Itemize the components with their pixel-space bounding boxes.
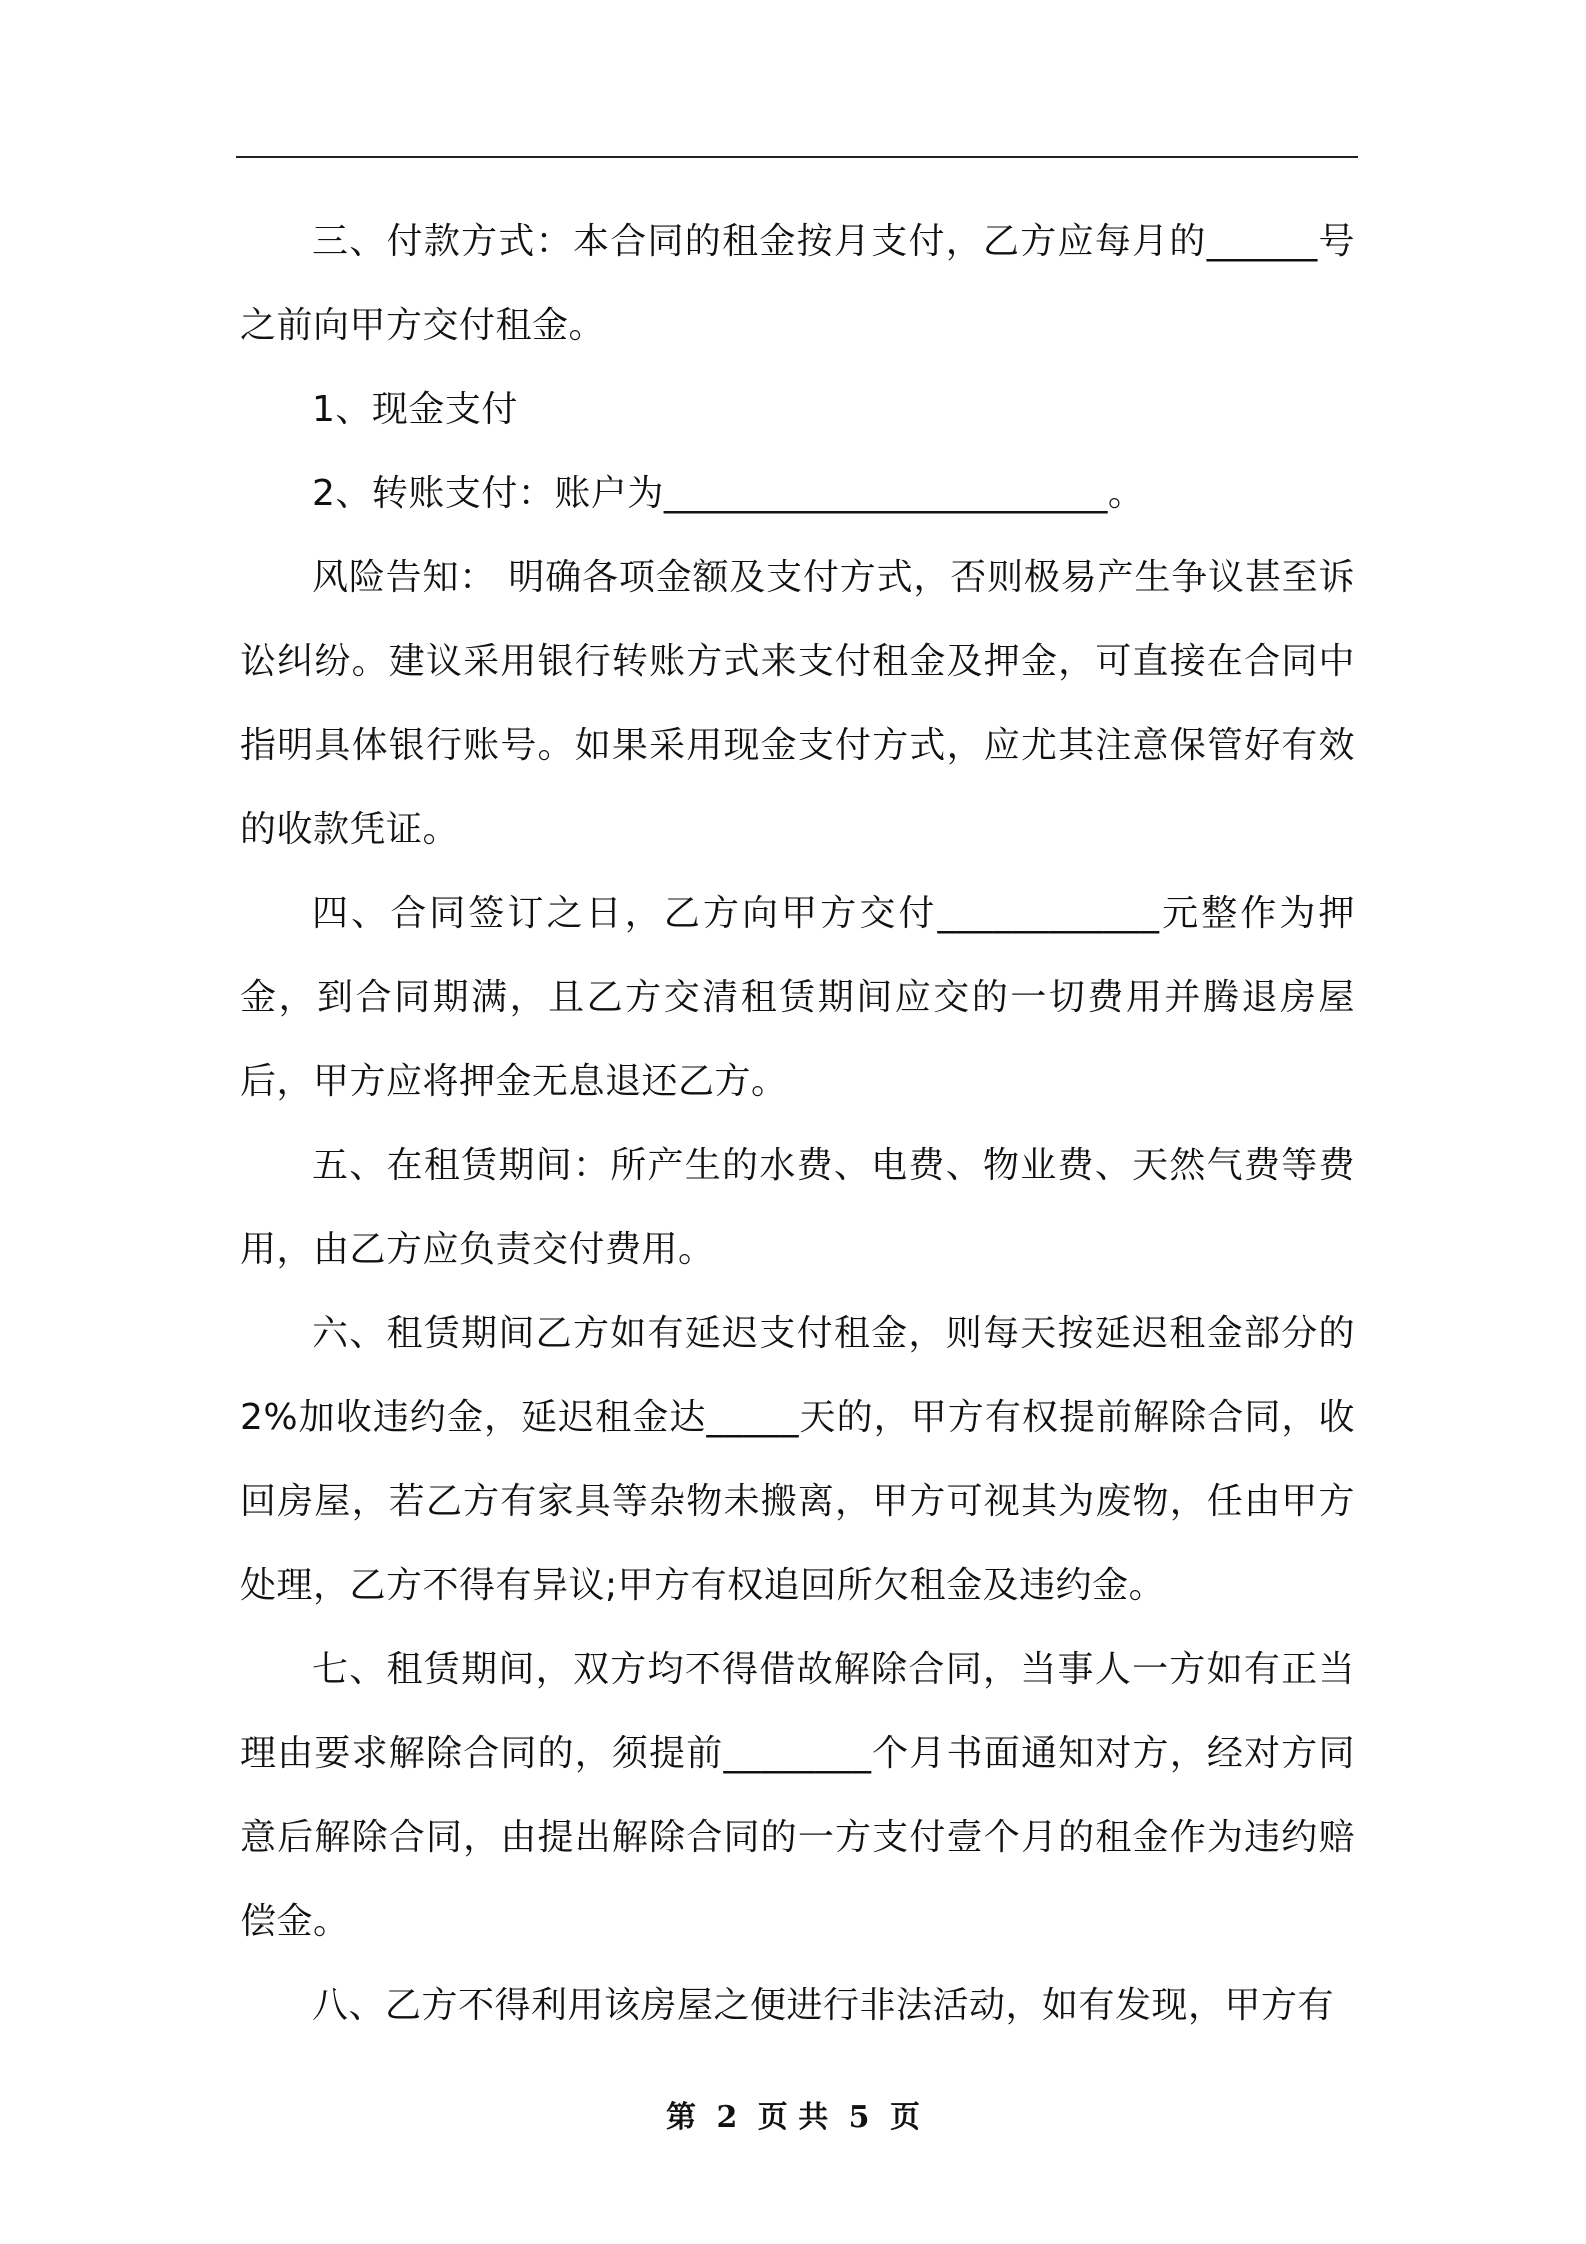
- payment-option-cash: 1、现金支付: [312, 389, 518, 430]
- payment-option-transfer: 2、转账支付：账户为________________________。: [312, 473, 1145, 514]
- total-pages-number: 5: [848, 2100, 870, 2135]
- document-body: [240, 200, 1355, 2048]
- page-number-footer: [0, 2098, 1586, 2138]
- clause-late-payment: 六、租赁期间乙方如有延迟支付租金，则每天按延迟租金部分的2%加收违约金，延迟租金达_____天的，甲方有权提前解除合同，收回房屋，若乙方有家具等杂物未搬离，甲方可视其为废物，任由甲方处理，乙方不得有异议;甲方有权追回所欠租金及违约金。: [240, 1313, 1355, 1606]
- header-rule: [236, 156, 1358, 158]
- footer-suffix: 页: [890, 2100, 920, 2135]
- clause-utility-fees: 五、在租赁期间：所产生的水费、电费、物业费、天然气费等费用，由乙方应负责交付费用。: [240, 1145, 1355, 1270]
- footer-prefix: 第: [665, 2100, 696, 2135]
- clause-illegal-activity: 八、乙方不得利用该房屋之便进行非法活动，如有发现，甲方有: [312, 1985, 1335, 2026]
- risk-notice: 风险告知： 明确各项金额及支付方式，否则极易产生争议甚至诉讼纠纷。建议采用银行转账方式来支付租金及押金，可直接在合同中指明具体银行账号。如果采用现金支付方式，应尤其注意保管好有效的收款凭证。: [240, 557, 1355, 850]
- footer-middle: 页 共: [757, 2100, 829, 2135]
- clause-deposit: 四、合同签订之日，乙方向甲方交付____________元整作为押金，到合同期满，且乙方交清租赁期间应交的一切费用并腾退房屋后，甲方应将押金无息退还乙方。: [240, 893, 1355, 1102]
- clause-payment-method: 三、付款方式：本合同的租金按月支付，乙方应每月的______号之前向甲方交付租金。: [240, 221, 1355, 346]
- current-page-number: 2: [716, 2100, 738, 2135]
- clause-termination: 七、租赁期间，双方均不得借故解除合同，当事人一方如有正当理由要求解除合同的，须提前________个月书面通知对方，经对方同意后解除合同，由提出解除合同的一方支付壹个月的租金作为违约赔偿金。: [240, 1649, 1355, 1942]
